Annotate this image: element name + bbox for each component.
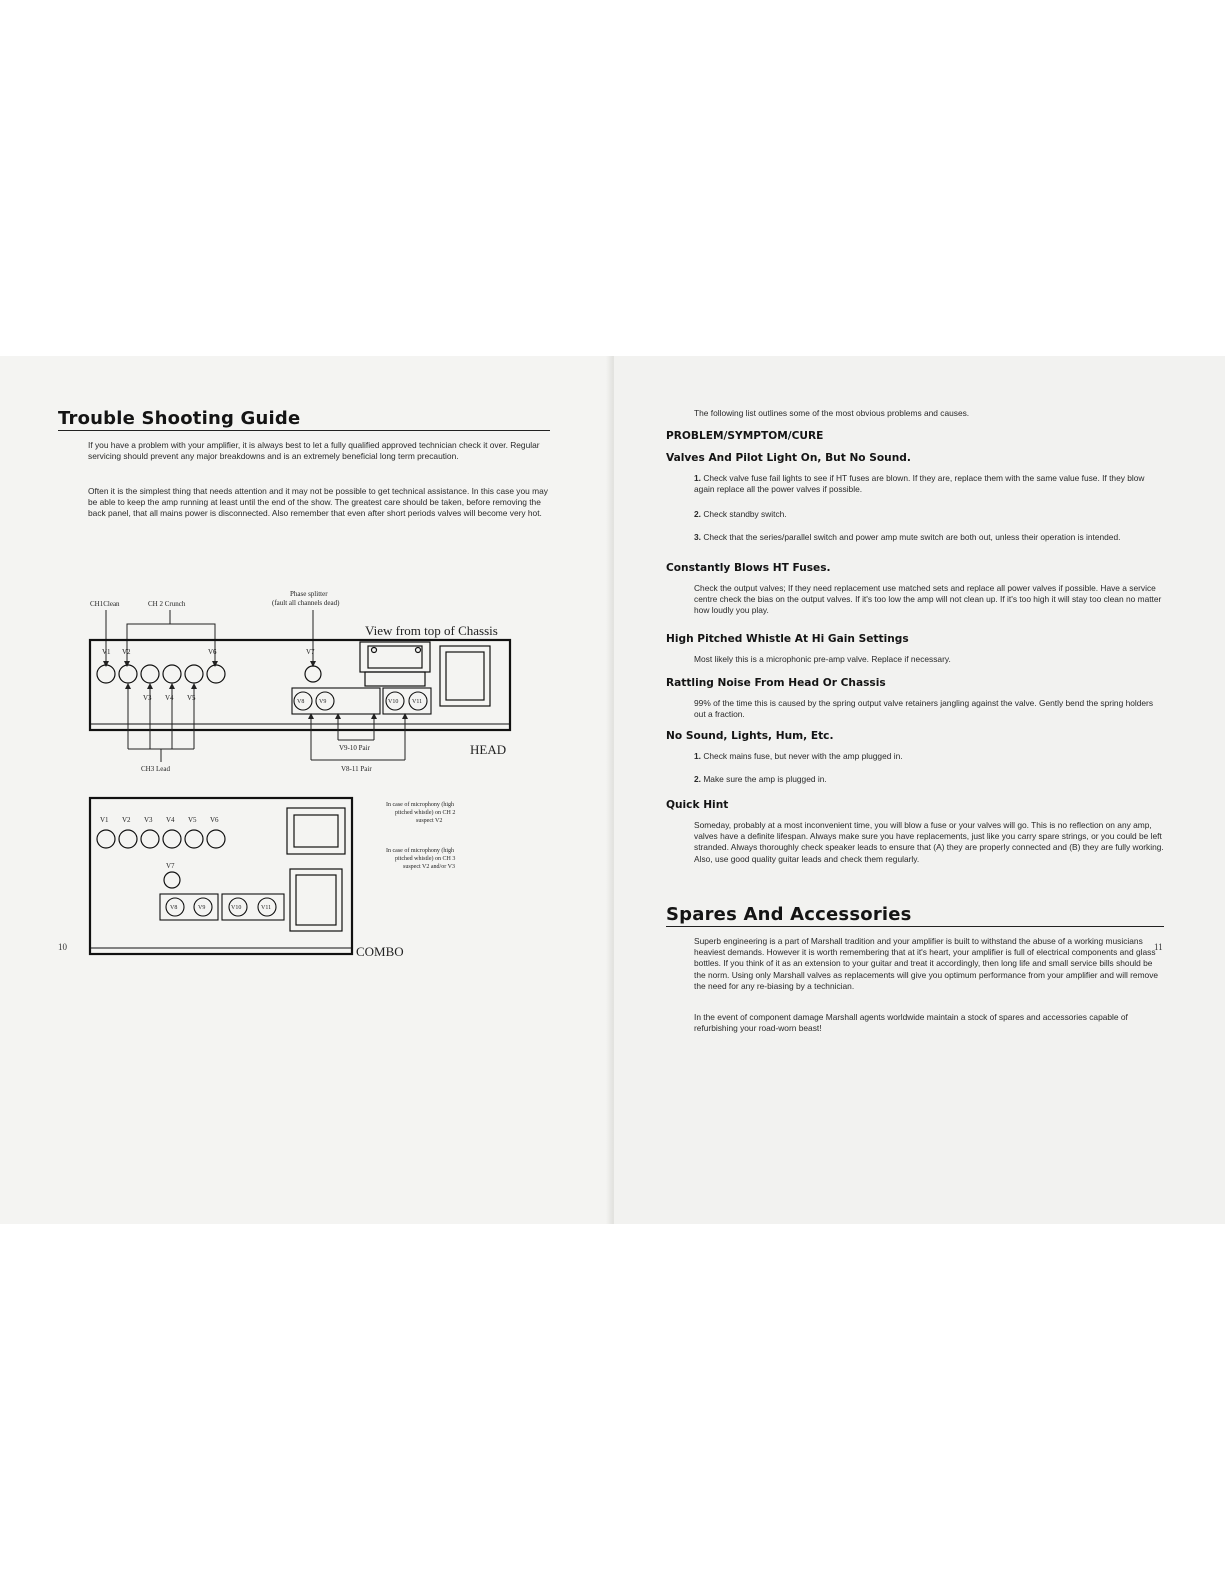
spares-paragraph-1: Superb engineering is a part of Marshall tradition and your amplifier is built to withstand the abuse of a working musicians heaviest demands. However it is worth remembering that at it's heart, your amplifier is full of electrical components and glass bottles. If you think of it as an extension to your guitar and treat it accordingly, then long life and small service bills should be the norm. Using only Marshall valves as replacements will give you optimum performance from your amplifier and will remove the need for any re-biasing by a technician. xyxy=(694,936,1159,991)
note2-line2: pitched whistle) on CH 3 xyxy=(395,856,456,862)
intro-paragraph-1: If you have a problem with your amplifier, it is always best to let a fully qualified approved technician check it over. Regular servicing should prevent any major breakdowns and is an extremely beneficial long term precaution. xyxy=(88,440,540,462)
label-ch1-clean: CH1Clean xyxy=(90,600,120,608)
manual-spread xyxy=(0,356,1225,1224)
label-combo: COMBO xyxy=(356,944,404,959)
combo-label-v6: V6 xyxy=(210,816,219,824)
combo-label-v3: V3 xyxy=(144,816,153,824)
section-title-no-sound-lights: No Sound, Lights, Hum, Etc. xyxy=(666,730,834,742)
label-ch3-lead: CH3 Lead xyxy=(141,765,170,773)
page-right xyxy=(614,356,1225,1224)
page-number-left: 10 xyxy=(58,942,67,952)
s1-item-2 xyxy=(694,509,1164,520)
s1-item-3 xyxy=(694,532,1164,543)
head-chassis-outline xyxy=(90,640,510,730)
note2-line3: suspect V2 and/or V3 xyxy=(403,864,455,870)
combo-label-v1: V1 xyxy=(100,816,109,824)
label-v9-10-pair: V9-10 Pair xyxy=(339,744,370,752)
s1-item-3-number: 3. xyxy=(694,532,701,542)
label-v8-11-pair: V8-11 Pair xyxy=(341,765,372,773)
lead-text: The following list outlines some of the most obvious problems and causes. xyxy=(694,408,970,418)
s5-item-1-number: 1. xyxy=(694,751,701,761)
label-v1: V1 xyxy=(102,648,111,656)
combo-label-v2: V2 xyxy=(122,816,131,824)
s1-item-3-text: Check that the series/parallel switch and power amp mute switch are both out, unless their operation is intended. xyxy=(703,532,1121,542)
combo-label-v8: V8 xyxy=(170,905,178,911)
s1-item-1 xyxy=(694,473,1164,495)
section-title-ht-fuses: Constantly Blows HT Fuses. xyxy=(666,562,831,574)
note1-line3: suspect V2 xyxy=(416,818,443,824)
mains-transformer xyxy=(440,646,490,706)
section-title-whistle: High Pitched Whistle At Hi Gain Settings xyxy=(666,633,909,645)
combo-label-v4: V4 xyxy=(166,816,175,824)
label-v11: V11 xyxy=(412,699,423,705)
s5-item-2-number: 2. xyxy=(694,774,701,784)
intro-paragraph-2: Often it is the simplest thing that needs attention and it may not be possible to get technical assistance. In this case you may be able to keep the amp running at least until the end of the show. The greatest care should be taken, before removing the back panel, that all mains power is disconnected. Also remember that even after short periods valves will become very hot. xyxy=(88,486,548,519)
label-v3: V3 xyxy=(143,694,152,702)
note1-line2: pitched whistle) on CH 2 xyxy=(395,810,456,816)
s6-text: Someday, probably at a most inconvenient time, you will blow a fuse or your valves will go. This is no reflection on any amp, valves have a definite lifespan. Always make sure you have replacements, just like you carry spare strings, or you could be left stranded. Always thoroughly check speaker leads to ensure that (A) they are properly connected and (B) they are fully working. Also, use good quality guitar leads and check them regularly. xyxy=(694,820,1164,864)
combo-label-v10: V10 xyxy=(231,905,242,911)
note2-line1: In case of microphony (high xyxy=(386,848,454,854)
combo-label-v5: V5 xyxy=(188,816,197,824)
s5-item-1 xyxy=(694,751,1164,762)
s1-item-2-number: 2. xyxy=(694,509,701,519)
section-title-rattling: Rattling Noise From Head Or Chassis xyxy=(666,677,886,689)
spares-title: Spares And Accessories xyxy=(666,904,912,925)
label-v8: V8 xyxy=(297,699,305,705)
chassis-diagram xyxy=(0,584,612,994)
label-v4: V4 xyxy=(165,694,174,702)
s1-item-2-text: Check standby switch. xyxy=(703,509,787,519)
section-title-quick-hint: Quick Hint xyxy=(666,799,729,811)
problem-subtitle: PROBLEM/SYMPTOM/CURE xyxy=(666,430,824,442)
trouble-shooting-title: Trouble Shooting Guide xyxy=(58,408,301,429)
s4-text: 99% of the time this is caused by the spring output valve retainers jangling against the valve. Gently bend the spring holders out a fraction. xyxy=(694,698,1154,720)
section-title-no-sound: Valves And Pilot Light On, But No Sound. xyxy=(666,452,911,464)
label-view-from-top: View from top of Chassis xyxy=(365,623,498,638)
page-left xyxy=(0,356,612,1224)
label-v7: V7 xyxy=(306,648,315,656)
combo-label-v9: V9 xyxy=(198,905,206,911)
combo-label-v7: V7 xyxy=(166,862,175,870)
label-phase-fault: (fault all channels dead) xyxy=(272,599,340,607)
label-v6: V6 xyxy=(208,648,217,656)
label-v10: V10 xyxy=(388,699,399,705)
note1-line1: In case of microphony (high xyxy=(386,802,454,808)
s5-item-1-text: Check mains fuse, but never with the amp plugged in. xyxy=(703,751,903,761)
spares-paragraph-2: In the event of component damage Marshall agents worldwide maintain a stock of spares and accessories capable of refurbishing your road-worn beast! xyxy=(694,1012,1128,1034)
s1-item-1-text: Check valve fuse fail lights to see if HT fuses are blown. If they are, replace them with the same value fuse. If they blow again replace all the power valves if possible. xyxy=(694,473,1145,495)
label-phase-splitter: Phase splitter xyxy=(290,590,328,598)
title-rule xyxy=(58,430,550,431)
combo-label-v11: V11 xyxy=(261,905,272,911)
s5-item-2 xyxy=(694,774,1164,785)
preamp-valves-combo xyxy=(97,830,225,888)
combo-transformers xyxy=(287,808,345,931)
page-number-right: 11 xyxy=(1154,942,1163,952)
preamp-valves-head xyxy=(97,665,321,683)
label-v5: V5 xyxy=(187,694,196,702)
s5-item-2-text: Make sure the amp is plugged in. xyxy=(703,774,827,784)
power-valves-head xyxy=(292,688,431,714)
label-v2: V2 xyxy=(122,648,131,656)
spares-rule xyxy=(666,926,1164,927)
output-transformer xyxy=(360,642,430,686)
label-v9: V9 xyxy=(319,699,327,705)
label-ch2-crunch: CH 2 Crunch xyxy=(148,600,186,608)
s2-text: Check the output valves; If they need replacement use matched sets and replace all power valves if possible. Have a service centre check the bias on the output valves. If it's too low the amp will not clean up. If it's too high it will stay too clean no matter how loudly you play. xyxy=(694,583,1162,616)
s3-text: Most likely this is a microphonic pre-amp valve. Replace if necessary. xyxy=(694,654,951,664)
s1-item-1-number: 1. xyxy=(694,473,701,483)
label-head: HEAD xyxy=(470,742,507,757)
